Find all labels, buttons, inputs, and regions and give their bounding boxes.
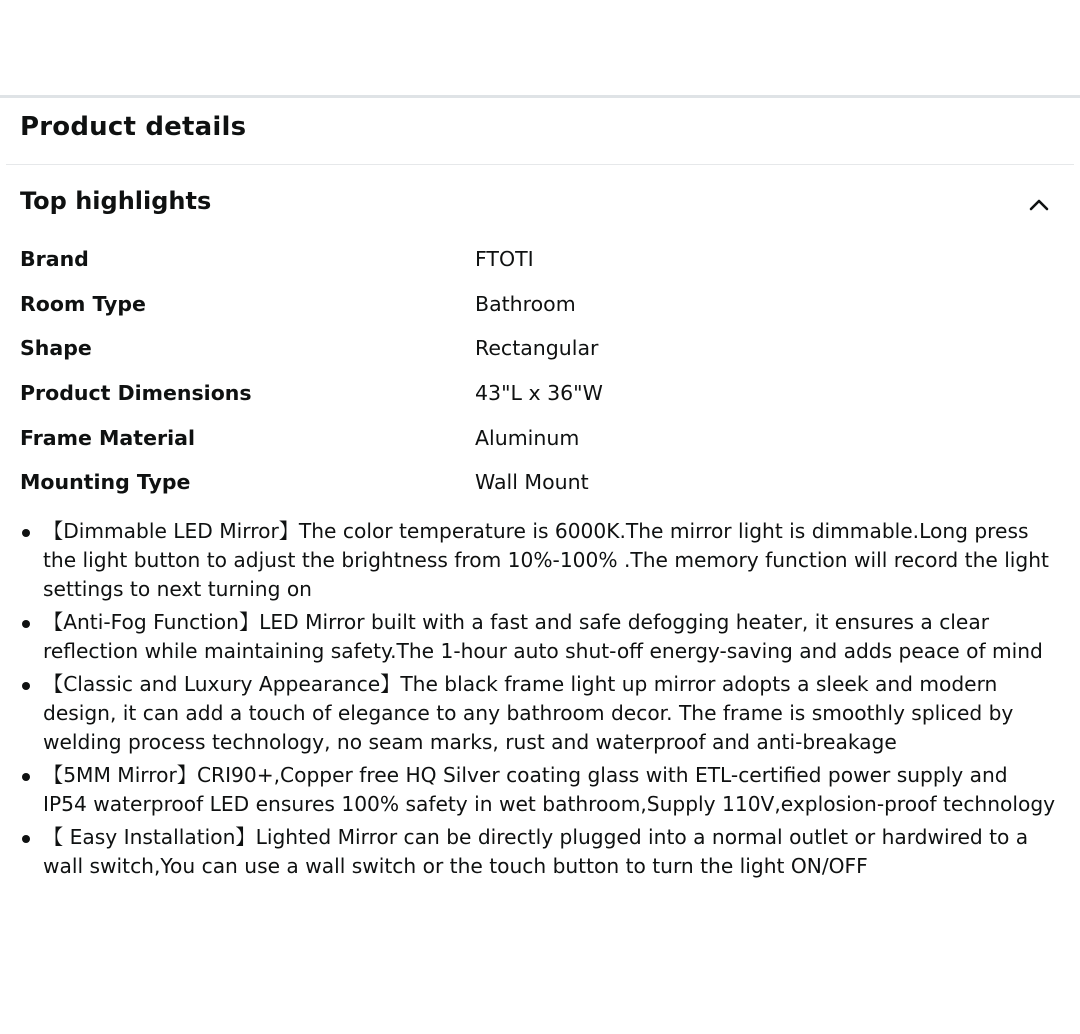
feature-bullet [0, 823, 1080, 881]
spec-label: Product Dimensions [20, 381, 252, 406]
feature-bullet-text: 【5MM Mirror】CRI90+,Copper free HQ Silver coating glass with ETL-certified power supply and IP54 waterproof LED ensures 100% safety in wet bathroom,Supply 110V,explosion-proof technology [43, 763, 1056, 816]
spec-value: Bathroom [475, 291, 576, 316]
bullet-dot-icon [22, 682, 30, 690]
bullet-dot-icon [22, 529, 30, 537]
bullet-dot-icon [22, 773, 30, 781]
spec-label: Brand [20, 247, 89, 271]
spec-row-mounting-type [20, 462, 1060, 507]
spec-label: Frame Material [20, 425, 195, 450]
bullet-dot-icon [22, 835, 30, 843]
spec-row-shape [20, 328, 1060, 373]
feature-bullet [0, 608, 1080, 666]
feature-bullet [0, 670, 1080, 757]
spec-row-product-dimensions [20, 373, 1060, 418]
spec-row-room-type [20, 284, 1060, 329]
spec-value: Rectangular [475, 336, 599, 361]
chevron-up-icon[interactable] [1028, 196, 1050, 212]
feature-bullet-text: 【Anti-Fog Function】LED Mirror built with a fast and safe defogging heater, it ensures a clear reflection while maintaining safety.The 1-hour auto shut-off energy-saving and adds peace of mind [43, 610, 1043, 663]
spec-label: Shape [20, 336, 92, 361]
feature-bullet [0, 761, 1080, 819]
spec-table [20, 239, 1060, 507]
spec-label: Mounting Type [20, 470, 191, 495]
feature-bullet-text: 【 Easy Installation】Lighted Mirror can be directly plugged into a normal outlet or hardwired to a wall switch,You can use a wall switch or the touch button to turn the light ON/OFF [43, 825, 1029, 878]
top-highlights-accordion-header[interactable] [0, 178, 1080, 232]
spec-row-frame-material [20, 418, 1060, 463]
top-highlights-title: Top highlights [20, 187, 212, 215]
bullet-dot-icon [22, 620, 30, 628]
spec-value: Wall Mount [475, 470, 589, 495]
section-divider [6, 164, 1074, 165]
top-divider [0, 95, 1080, 98]
spec-value: Aluminum [475, 425, 580, 450]
feature-bullet [0, 517, 1080, 604]
feature-bullet-text: 【Dimmable LED Mirror】The color temperature is 6000K.The mirror light is dimmable.Long press the light button to adjust the brightness from 10%-100% .The memory function will record the light settings to next turning on [43, 519, 1049, 601]
spec-value: 43"L x 36"W [475, 381, 603, 406]
feature-bullet-text: 【Classic and Luxury Appearance】The black frame light up mirror adopts a sleek and modern design, it can add a touch of elegance to any bathroom decor. The frame is smoothly spliced by welding process technology, no seam marks, rust and waterproof and anti-breakage [43, 672, 1014, 754]
spec-label: Room Type [20, 291, 146, 316]
spec-row-brand [20, 239, 1060, 284]
product-details-title: Product details [20, 112, 247, 142]
spec-value: FTOTI [475, 247, 534, 271]
feature-bullet-list [0, 517, 1080, 885]
